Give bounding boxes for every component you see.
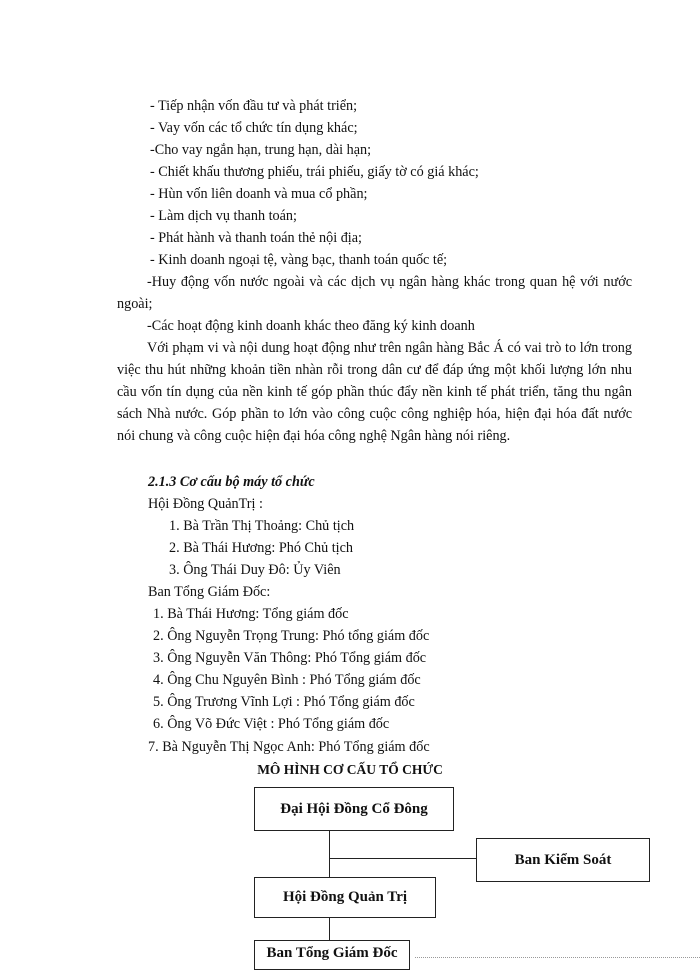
org-box-supervisory-label: Ban Kiểm Soát (514, 851, 612, 868)
director-member: 3. Ông Nguyễn Văn Thông: Phó Tổng giám đốc (153, 650, 427, 666)
service-item: - Tiếp nhận vốn đầu tư và phát triển; (150, 98, 358, 114)
service-item: - Chiết khấu thương phiếu, trái phiếu, giấy tờ có giá khác; (150, 164, 479, 180)
board-title: Hội Đồng QuảnTrị : (148, 496, 263, 512)
service-item: - Phát hành và thanh toán thẻ nội địa; (150, 230, 362, 246)
org-box-shareholders-label: Đại Hội Đồng Cổ Đông (280, 800, 428, 817)
page-edge-divider (415, 957, 700, 958)
board-member: 2. Bà Thái Hương: Phó Chủ tịch (169, 540, 353, 556)
section-heading: 2.1.3 Cơ cấu bộ máy tổ chức (148, 474, 315, 490)
org-box-directors-label: Ban Tổng Giám Đốc (266, 945, 398, 961)
org-box-board (254, 877, 436, 918)
service-item: - Làm dịch vụ thanh toán; (150, 208, 297, 224)
director-member: 1. Bà Thái Hương: Tổng giám đốc (153, 606, 349, 622)
org-chart-title: MÔ HÌNH CƠ CẤU TỔ CHỨC (257, 762, 443, 777)
service-item: -Cho vay ngắn hạn, trung hạn, dài hạn; (150, 142, 372, 158)
service-item-other: -Các hoạt động kinh doanh khác theo đăng ký kinh doanh (147, 318, 475, 334)
director-member: 7. Bà Nguyễn Thị Ngọc Anh: Phó Tổng giám đốc (148, 739, 430, 755)
board-member: 3. Ông Thái Duy Đô: Ủy Viên (169, 562, 341, 578)
org-connector-vertical-2 (329, 918, 330, 940)
director-member: 4. Ông Chu Nguyên Bình : Phó Tổng giám đốc (153, 672, 421, 688)
org-box-directors (254, 940, 410, 970)
director-member: 6. Ông Võ Đức Việt : Phó Tổng giám đốc (153, 716, 390, 732)
org-connector-horizontal (329, 858, 476, 859)
service-item: - Vay vốn các tổ chức tín dụng khác; (150, 120, 358, 136)
paragraph-huy-dong (117, 271, 632, 315)
org-connector-vertical (329, 831, 330, 877)
director-member: 5. Ông Trương Vĩnh Lợi : Phó Tổng giám đốc (153, 694, 415, 710)
service-item: - Hùn vốn liên doanh và mua cổ phần; (150, 186, 368, 202)
org-box-board-label: Hội Đồng Quản Trị (282, 889, 408, 905)
directors-title: Ban Tổng Giám Đốc: (148, 584, 271, 600)
paragraph-role (117, 337, 632, 447)
director-member: 2. Ông Nguyễn Trọng Trung: Phó tổng giám đốc (153, 628, 430, 644)
service-item: - Kinh doanh ngoại tệ, vàng bạc, thanh toán quốc tế; (150, 252, 448, 268)
org-box-supervisory (476, 838, 650, 882)
board-member: 1. Bà Trần Thị Thoảng: Chủ tịch (169, 518, 355, 534)
org-box-shareholders (254, 787, 454, 831)
paragraph-huy-dong-text: -Huy động vốn nước ngoài và các dịch vụ ngân hàng khác trong quan hệ với nước ngoài; (117, 274, 632, 312)
paragraph-role-text: Với phạm vi và nội dung hoạt động như trên ngân hàng Bắc Á có vai trò to lớn trong việc thu hút những khoản tiền nhàn rỗi trong dân cư để đáp ứng một khối lượng lớn nhu cầu vốn tín dụng của nền kinh tế góp phần thúc đẩy nền kinh tế phát triển, tăng thu ngân sách Nhà nước. Góp phần to lớn vào công cuộc công nghiệp hóa, hiện đại hóa đất nước nói chung và công cuộc hiện đại hóa công nghệ Ngân hàng nói riêng. (117, 340, 632, 444)
